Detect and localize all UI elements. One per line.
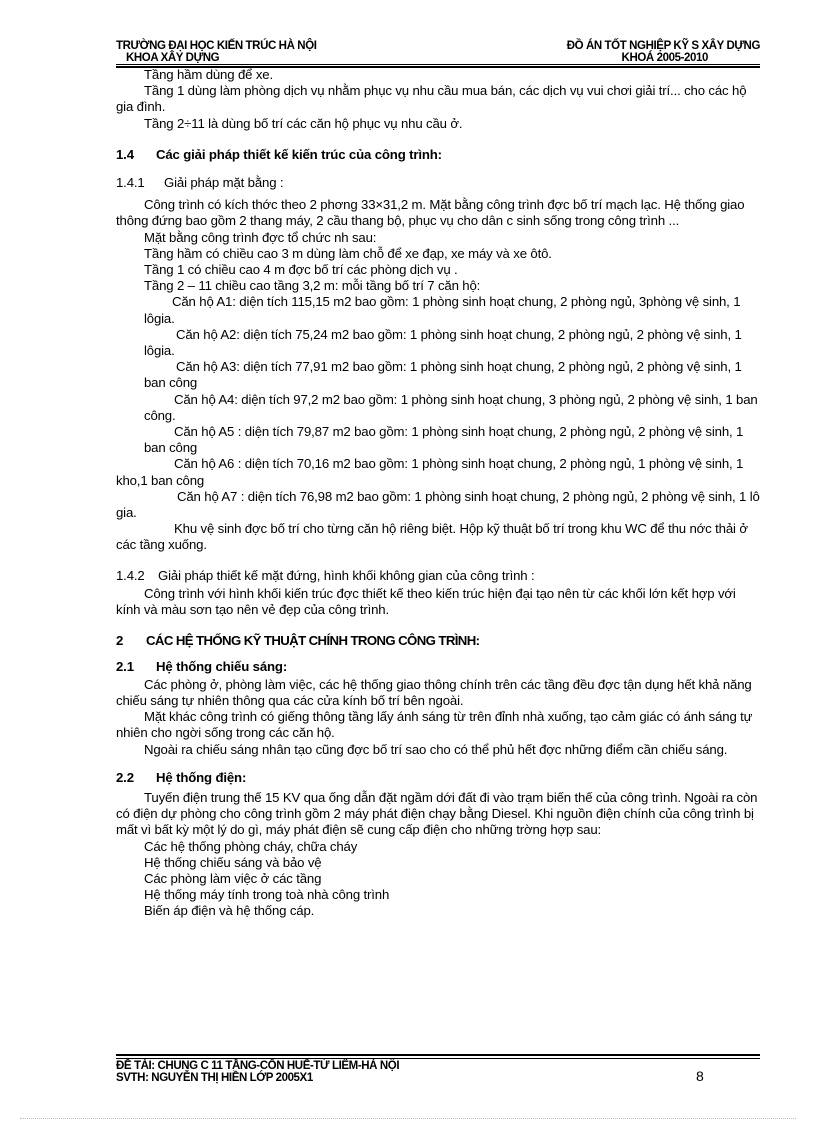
footer-rule-thick	[116, 1054, 760, 1056]
text-line: Tầng 2 – 11 chiều cao tầng 3,2 m: mỗi tầng bố trí 7 căn hộ:	[144, 278, 481, 294]
section-number: 2.2	[116, 769, 134, 785]
section-number: 1.4.2	[116, 567, 145, 583]
footer-student: SVTH: NGUYỄN THỊ HIỀN LỚP 2005X1	[116, 1072, 313, 1084]
apartment-a3: Căn hộ A3: diện tích 77,91 m2 bao gồm: 1 phòng sinh hoạt chung, 2 phòng ngủ, 2 phòng vệ sinh, 1 ban công	[144, 359, 742, 391]
header-right	[530, 40, 760, 64]
paragraph: Ngoài ra chiếu sáng nhân tạo cũng đợc bố trí sao cho có thể phủ hết đợc những điểm cần chiếu sáng.	[144, 741, 728, 757]
section-number: 2	[116, 633, 123, 649]
footer-rule	[116, 1058, 760, 1059]
paragraph: Các phòng ở, phòng làm việc, các hệ thống giao thông chính trên các tầng đều đợc tận dụng hết khả năng chiếu sáng tự nhiên thông qua các cửa kính bố trí bên ngoài.	[116, 676, 752, 708]
header-project: ĐỒ ÁN TỐT NGHIỆP KỸ S XÂY DỰNG	[566, 40, 760, 52]
section-number: 2.1	[116, 658, 134, 674]
page-bottom-border	[20, 1118, 796, 1119]
apartment-a1: Căn hộ A1: diện tích 115,15 m2 bao gồm: 1 phòng sinh hoạt chung, 2 phòng ngủ, 3phòng vệ sinh, 1 lôgia.	[144, 294, 741, 326]
paragraph: Công trình với hình khối kiến trúc đợc thiết kế theo kiến trúc hiện đại tạo nên từ các khối lớn kết hợp với kính và màu sơn tạo nên vẻ đẹp của công trình.	[116, 585, 736, 618]
list-item: Hệ thống chiếu sáng và bảo vệ	[144, 854, 322, 870]
section-2-heading	[116, 633, 760, 649]
intro-basement: Tầng hầm dùng để xe.	[144, 67, 273, 82]
section-number: 1.4.1	[116, 175, 145, 191]
section-2-1-heading	[116, 659, 760, 675]
footer	[116, 1060, 399, 1084]
header-university: TRƯỜNG ĐẠI HỌC KIẾN TRÚC HÀ NỘI	[116, 40, 317, 52]
list-item: Biến áp điện và hệ thống cáp.	[144, 903, 315, 919]
list-item: Các phòng làm việc ở các tầng	[144, 870, 322, 886]
section-title: Giải pháp mặt bằng :	[164, 175, 284, 191]
section-title: Hệ thống chiếu sáng:	[156, 658, 288, 674]
section-number: 1.4	[116, 146, 134, 162]
section-1-4-1-heading	[116, 175, 760, 191]
header-cohort: KHOÁ 2005-2010	[621, 52, 708, 64]
apartment-a2: Căn hộ A2: diện tích 75,24 m2 bao gồm: 1 phòng sinh hoạt chung, 2 phòng ngủ, 2 phòng vệ sinh, 1 lôgia.	[144, 326, 742, 359]
paragraph: Tuyến điện trung thế 15 KV qua ống dẫn đặt ngầm dới đất đi vào trạm biến thế của công trình. Ngoài ra còn có điện dự phòng cho công trình gồm 2 máy phát điện chạy bằng Diesel. Khi nguồn điện chính của công trình bị mất vì bất kỳ một lý do gì, máy phát điện sẽ cung cấp điện cho những trờng hợp sau:	[116, 789, 758, 838]
header-rule	[116, 64, 760, 65]
apartment-a4: Căn hộ A4: diện tích 97,2 m2 bao gồm: 1 phòng sinh hoạt chung, 3 phòng ngủ, 2 phòng vệ sinh, 1 ban công.	[144, 391, 758, 423]
text-line: Tầng hầm có chiều cao 3 m dùng làm chỗ để xe đạp, xe máy và xe ôtô.	[144, 245, 552, 261]
section-2-2-heading	[116, 770, 760, 786]
section-1-4-heading	[116, 147, 760, 163]
list-item: Các hệ thống phòng cháy, chữa cháy	[144, 838, 358, 854]
section-title: Giải pháp thiết kế mặt đứng, hình khối không gian của công trình :	[158, 567, 535, 583]
apartment-a5: Căn hộ A5 : diện tích 79,87 m2 bao gồm: 1 phòng sinh hoạt chung, 2 phòng ngủ, 2 phòng vệ sinh, 1 ban công	[144, 424, 744, 456]
footer-topic: ĐỀ TÀI: CHUNG C 11 TẦNG-CỔN HUẾ-TỪ LIÊM-HÀ NỘI	[116, 1060, 400, 1072]
wc-paragraph: Khu vệ sinh đợc bố trí cho từng căn hộ riêng biệt. Hộp kỹ thuật bố trí trong khu WC để thu nớc thải ở các tầng xuống.	[116, 521, 748, 553]
page-number: 8	[696, 1068, 704, 1084]
intro-floors: Tầng 2÷11 là dùng bố trí các căn hộ phục vụ nhu cầu ở.	[144, 115, 463, 131]
text-line: Mặt bằng công trình đợc tổ chức nh sau:	[144, 229, 377, 245]
section-title: CÁC HỆ THỐNG KỸ THUẬT CHÍNH TRONG CÔNG TRÌNH:	[146, 633, 480, 649]
apartment-a7: Căn hộ A7 : diện tích 76,98 m2 bao gồm: 1 phòng sinh hoạt chung, 2 phòng ngủ, 2 phòng vệ sinh, 1 lô gia.	[116, 488, 760, 521]
section-title: Hệ thống điện:	[156, 769, 247, 785]
list-item: Hệ thống máy tính trong toà nhà công trình	[144, 887, 390, 903]
intro-floor1: Tầng 1 dùng làm phòng dịch vụ nhằm phục vụ nhu cầu mua bán, các dịch vụ vui chơi giải trí... cho các hộ gia đình.	[116, 83, 747, 115]
body-content	[116, 67, 760, 920]
text-line: Tầng 1 có chiều cao 4 m đợc bố trí các phòng dịch vụ .	[144, 262, 458, 278]
apartment-a6: Căn hộ A6 : diện tích 70,16 m2 bao gồm: 1 phòng sinh hoạt chung, 2 phòng ngủ, 1 phòng vệ sinh, 1 kho,1 ban công	[116, 456, 744, 488]
section-title: Các giải pháp thiết kế kiến trúc của công trình:	[156, 146, 442, 162]
header-left	[116, 40, 317, 64]
header-faculty: KHOA XÂY DỰNG	[126, 52, 220, 64]
section-1-4-2-heading	[116, 568, 760, 584]
paragraph: Công trình có kích thớc theo 2 phơng 33×31,2 m. Mặt bằng công trình đợc bố trí mạch lạc. Hệ thống giao thông đứng bao gồm 2 thang máy, 2 cầu thang bộ, phục vụ cho dân c sinh sống trong công trình ...	[116, 197, 745, 229]
paragraph: Mặt khác công trình có giếng thông tầng lấy ánh sáng từ trên đỉnh nhà xuống, tạo cảm giác có ánh sáng tự nhiên cho ngời sống trong các căn hộ.	[116, 709, 753, 741]
